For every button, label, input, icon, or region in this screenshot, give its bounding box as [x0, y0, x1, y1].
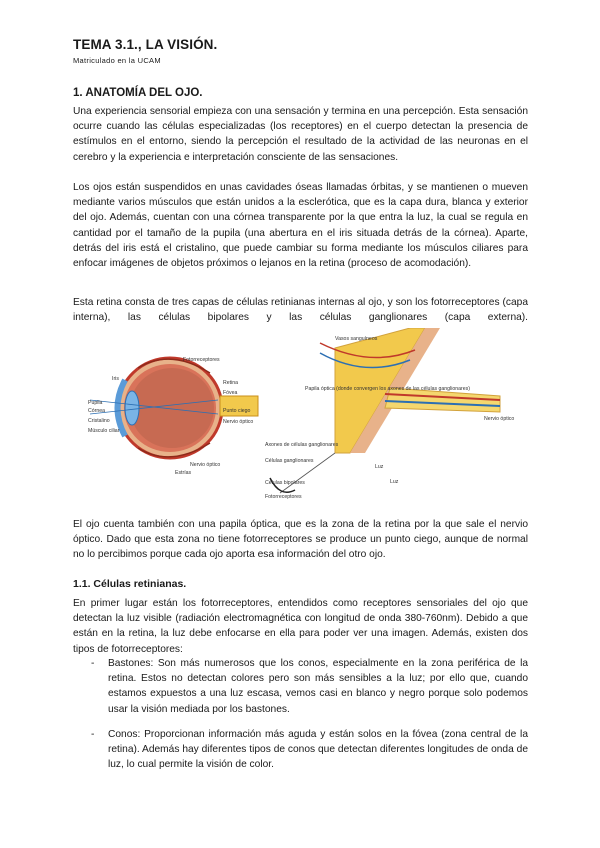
section-heading-anatomia: 1. ANATOMÍA DEL OJO.: [73, 87, 203, 99]
label-cornea: Córnea: [88, 408, 106, 414]
label-papila-optica: Papila óptica (donde convergen los axones de las células ganglionares): [305, 386, 470, 392]
label-nervio-optico-eye: Nervio óptico: [223, 419, 254, 425]
bullet-text: Bastones: Son más numerosos que los conos, especialmente en la zona periférica de la retina. Estos no detectan colores pero son más sensibles a la luz; por ello que, cuando estamos expuestos a una luz escasa, vemos casi en blanco y negro porque solo podemos usar la visión mediada por los bastones.: [108, 658, 528, 715]
label-musculo-ciliar: Músculo ciliar: [88, 428, 120, 434]
label-vasos-sanguineos: Vasos sanguíneos: [335, 336, 378, 342]
bullet-conos: [91, 727, 528, 773]
paragraph-ojos: Los ojos están suspendidos en unas cavidades óseas llamadas órbitas, y se mantienen o mueven mediante varios músculos que están unidos a la esclerótica, que es la capa dura, blanca y exterior del ojo. Además, cuentan con una córnea transparente por la que entra la luz, la cual se regula en cantidad por el tamaño de la pupila (una abertura en el iris situada detrás de la córnea). Aparte, detrás del iris está el cristalino, que puede cambiar su forma mediante los músculos ciliares para enfocar imágenes de objetos próximos o lejanos en la retina (proceso de acomodación).: [73, 182, 528, 270]
bullet-text: Conos: Proporcionan información más aguda y están solos en la fóvea (zona central de la retina). Además hay diferentes tipos de conos que detectan diferentes longitudes de onda de luz, lo cual permite la visión de color.: [108, 729, 528, 771]
document-title: TEMA 3.1., LA VISIÓN.: [73, 37, 218, 52]
paragraph-fotorreceptores: En primer lugar están los fotorreceptores, entendidos como receptores sensoriales del ojo que detectan la luz visible (radiación electromagnética con longitud de onda 380-760nm). Debido a que están en la retina, la luz debe enfocarse en ella para poder ver una imagen. Además, existen dos tipos de fotorreceptores:: [73, 598, 528, 655]
bullet-marker: -: [91, 729, 95, 740]
label-luz-1: Luz: [375, 464, 384, 470]
bullet-bastones: [91, 656, 528, 717]
label-fovea: Fóvea: [223, 390, 238, 396]
label-nervio-optico-retina: Nervio óptico: [484, 416, 515, 422]
lens-shape: [125, 391, 139, 425]
paragraph-retina: Esta retina consta de tres capas de células retinianas internas al ojo, y son los fotorreceptores (capa interna), las células bipolares y las células ganglionares (capa externa).: [73, 297, 528, 324]
eye-anatomy-illustration: [80, 328, 530, 508]
label-pupila: Pupila: [88, 400, 103, 406]
label-fotorreceptores: Fotorreceptores: [183, 357, 220, 363]
retina-detail: [270, 328, 500, 493]
label-estrias: Estrías: [175, 470, 192, 476]
label-axones-ganglionares: Axones de células ganglionares: [265, 442, 339, 448]
bullet-marker: -: [91, 658, 95, 669]
label-nervio-optico-bottom: Nervio óptico: [190, 462, 221, 468]
label-cristalino: Cristalino: [88, 418, 110, 424]
label-iris: Iris: [112, 376, 119, 382]
section-heading-celulas: 1.1. Células retinianas.: [73, 578, 187, 590]
label-celulas-bipolares: Células bipolares: [265, 480, 305, 486]
label-luz-2: Luz: [390, 479, 399, 485]
label-celulas-ganglionares: Células ganglionares: [265, 458, 314, 464]
label-retina: Retina: [223, 380, 238, 386]
paragraph-papila: El ojo cuenta también con una papila óptica, que es la zona de la retina por la que sale el nervio óptico. Dado que esta zona no tiene fotorreceptores se produce un punto ciego, aunque de normal no lo percibimos porque cada ojo aporta esa información del otro ojo.: [73, 519, 528, 561]
eye-anatomy-figure: [80, 328, 530, 508]
label-punto-ciego: Punto ciego: [223, 408, 251, 414]
paragraph-sensacion: Una experiencia sensorial empieza con una sensación y termina en una percepción. Esta sensación ocurre cuando las células especializadas (los receptores) en el cuerpo detectan la presencia de estímulos en el entorno, siendo la percepción el resultado de la actividad de las neuronas en el cerebro y la experiencia e interpretación consciente de las sensaciones.: [73, 106, 528, 163]
label-fotorreceptores-retina: Fotorreceptores: [265, 494, 302, 500]
document-subtitle: Matriculado en la UCAM: [73, 56, 161, 65]
